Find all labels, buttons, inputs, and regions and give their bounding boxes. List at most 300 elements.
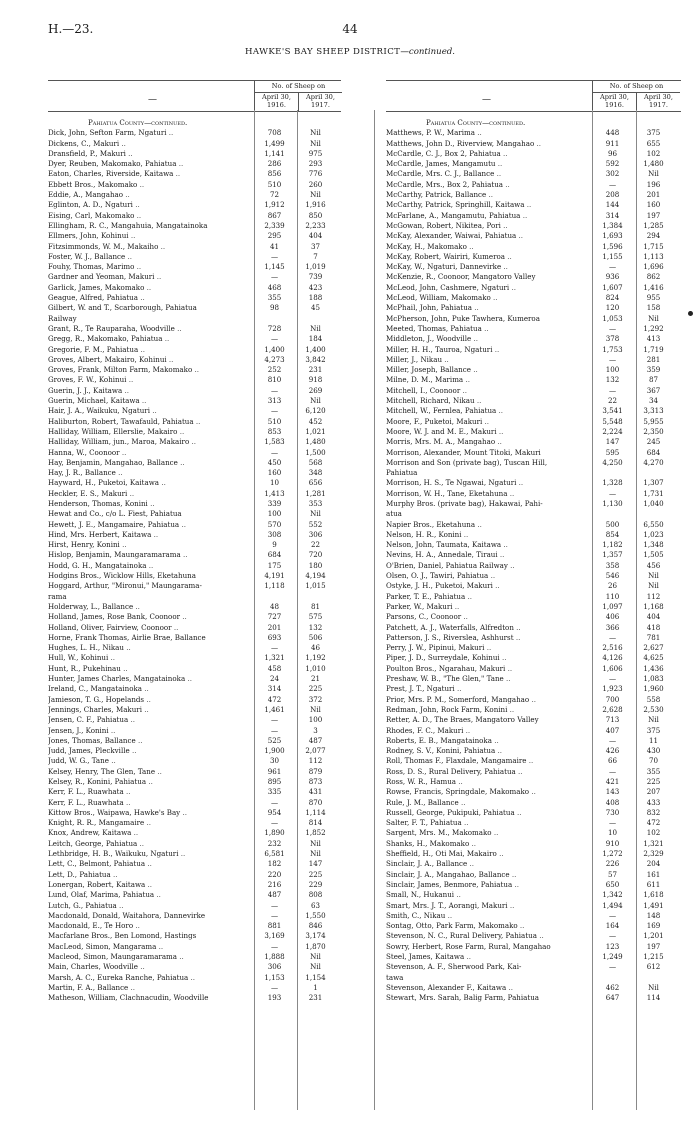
leader-dots: .. — [498, 406, 504, 416]
leader-dots: .. — [156, 272, 162, 282]
count-1916: 226 — [605, 859, 620, 869]
table-row — [48, 901, 341, 911]
count-1917: 1,696 — [643, 262, 664, 272]
leader-dots: .. — [179, 426, 185, 436]
count-1917: 1,021 — [305, 426, 326, 436]
owner-cell — [386, 973, 592, 983]
count-1917: 4,625 — [643, 653, 664, 663]
count-1916: 408 — [605, 797, 620, 807]
count-1917: 231 — [308, 993, 323, 1003]
count-1917: 1,491 — [643, 900, 664, 910]
owner-name: McCarthy, Patrick, Ballance — [386, 190, 487, 200]
table-row — [386, 489, 679, 499]
count-1917 — [633, 468, 674, 478]
table-row — [386, 365, 679, 375]
owner-name: Knight, R. R., Mangamaire — [48, 818, 145, 828]
leader-dots: .. — [121, 138, 126, 148]
left-table-header — [48, 80, 341, 112]
count-1916: 1,053 — [602, 313, 623, 323]
count-1917: 367 — [646, 385, 661, 395]
count-1916: 1,912 — [264, 200, 285, 210]
count-1916: 936 — [605, 272, 620, 282]
owner-name: Foster, W. J., Ballance — [48, 251, 126, 261]
table-row — [48, 509, 341, 519]
table-row — [386, 283, 679, 293]
count-1916: 252 — [267, 365, 282, 375]
owner-cell — [386, 478, 592, 488]
count-1916: 110 — [605, 591, 620, 601]
leader-dots: .. — [499, 849, 504, 859]
count-1917 — [295, 314, 336, 324]
owner-cell — [48, 674, 254, 684]
owner-cell — [386, 623, 592, 633]
owner-cell — [48, 921, 254, 931]
leader-dots: .. — [444, 354, 449, 364]
leader-dots: .. — [456, 890, 461, 900]
owner-cell — [386, 787, 592, 797]
count-1916: 684 — [267, 550, 282, 560]
col-1916-line1: April 30, — [600, 93, 629, 101]
owner-cell — [386, 242, 592, 252]
leader-dots: .. — [194, 365, 200, 375]
count-1916: 1,328 — [602, 478, 623, 488]
count-1916: 2,516 — [602, 643, 623, 653]
count-1916 — [254, 592, 295, 602]
table-row — [48, 870, 341, 880]
leader-dots: .. — [180, 849, 186, 859]
title-main: HAWKE'S BAY SHEEP DISTRICT — [244, 47, 401, 57]
table-row — [48, 571, 341, 581]
leader-dots: .. — [118, 468, 123, 478]
count-1917: 102 — [646, 148, 661, 158]
table-row — [48, 375, 341, 385]
owner-name: Ross, W. R., Hamua — [386, 777, 457, 786]
count-1917: 100 — [308, 715, 323, 725]
count-1917: 180 — [308, 560, 323, 570]
leader-dots: .. — [175, 169, 181, 179]
count-1916: 10 — [607, 828, 618, 838]
owner-name: Hoggard, Arthur, "Mironui," Maungarama- — [48, 581, 202, 591]
owner-name: Redman, John, Rock Farm, Konini — [386, 704, 508, 714]
owner-cell — [48, 448, 254, 458]
owner-cell — [386, 540, 592, 550]
count-1917: 160 — [646, 200, 661, 210]
count-1916: 450 — [267, 457, 282, 467]
count-1917: 45 — [310, 303, 321, 313]
count-1916: 4,126 — [602, 653, 623, 663]
count-1916: 1,145 — [264, 262, 285, 272]
count-1916: 355 — [267, 293, 282, 303]
table-row — [386, 828, 679, 838]
count-1917: 245 — [646, 437, 661, 447]
owner-name: rama — [48, 591, 67, 601]
leader-dots: .. — [497, 159, 503, 169]
table-row — [386, 448, 679, 458]
leader-dots: .. — [136, 210, 142, 220]
count-1916: — — [270, 725, 279, 735]
count-1916: — — [270, 643, 279, 653]
count-1916: 41 — [269, 241, 280, 251]
leader-dots: .. — [494, 735, 499, 745]
count-1916: 335 — [267, 787, 282, 797]
count-1916: — — [270, 715, 279, 725]
column-divider — [374, 110, 375, 1110]
leader-dots: .. — [463, 529, 469, 539]
count-1917: 1,916 — [305, 200, 326, 210]
count-1917: 161 — [646, 869, 661, 879]
owner-name: Moore, W. J. and M. E., Makuri — [386, 426, 497, 436]
column-header-1916 — [255, 93, 299, 111]
table-row — [48, 437, 341, 447]
leader-dots: .. — [509, 488, 515, 498]
right-table-header — [386, 80, 681, 112]
count-1917: 832 — [646, 807, 661, 817]
count-1916: 595 — [605, 447, 620, 457]
count-1917: 1,281 — [305, 488, 326, 498]
owner-cell — [386, 200, 592, 210]
leader-dots: .. — [125, 787, 131, 797]
count-1917: 1,023 — [643, 529, 664, 539]
owner-cell — [48, 149, 254, 159]
owner-name: Prior, Mrs. P. M., Somerford, Mangahao — [386, 694, 530, 704]
count-1916: 1,130 — [602, 498, 623, 508]
count-1917: 1,960 — [643, 684, 664, 694]
count-1916: 1,141 — [264, 148, 285, 158]
count-1916: 96 — [607, 148, 618, 158]
count-1916: 727 — [267, 612, 282, 622]
owner-cell — [48, 221, 254, 231]
count-1916: 1,499 — [264, 138, 285, 148]
count-1916: — — [270, 982, 279, 992]
count-1917: 46 — [310, 643, 321, 653]
owner-cell — [386, 406, 592, 416]
leader-dots: .. — [141, 396, 147, 406]
count-1917 — [633, 973, 674, 983]
owner-cell — [48, 386, 254, 396]
count-1917: 281 — [646, 354, 661, 364]
count-1916: 313 — [267, 396, 282, 406]
table-row — [386, 169, 679, 179]
table-row — [48, 798, 341, 808]
table-row — [48, 252, 341, 262]
owner-cell — [48, 664, 254, 674]
table-row — [48, 818, 341, 828]
leader-dots: .. — [528, 756, 534, 766]
owner-name: Morrison and Son (private bag), Tuscan Hill, — [386, 457, 548, 467]
table-row — [48, 386, 341, 396]
owner-cell — [386, 128, 592, 138]
table-row — [48, 448, 341, 458]
left-owner-list — [48, 128, 341, 1003]
table-row — [48, 334, 341, 344]
count-1917: 353 — [308, 498, 323, 508]
count-1916: 3,541 — [602, 406, 623, 416]
count-1917: Nil — [310, 704, 321, 714]
count-1916: 810 — [267, 375, 282, 385]
owner-name: Macdonald, E., Te Horo — [48, 921, 134, 931]
owner-name: Jensen, C. F., Pahiatua — [48, 715, 129, 725]
owner-cell — [48, 849, 254, 859]
owner-name: Miller, J., Nikau — [386, 354, 443, 364]
count-1917: 1,719 — [643, 344, 664, 354]
owner-name: Marsh, A. C., Eureka Ranche, Pahiatua — [48, 972, 189, 982]
owner-name: Sowry, Herbert, Rose Farm, Rural, Mangahao — [386, 941, 551, 951]
count-1916: 525 — [267, 735, 282, 745]
count-1916: 30 — [269, 756, 280, 766]
count-1916: — — [608, 735, 617, 745]
table-row — [386, 520, 679, 530]
right-column — [386, 118, 679, 1004]
count-1917: 158 — [646, 303, 661, 313]
leader-dots: .. — [477, 519, 482, 529]
count-1916: 72 — [269, 190, 280, 200]
leader-dots: .. — [179, 952, 184, 962]
owner-cell — [48, 396, 254, 406]
owner-name: McKenzie, R., Coonoor, Mangatoro Valley — [386, 272, 536, 282]
table-row — [48, 633, 341, 643]
leader-dots: .. — [139, 838, 145, 848]
leader-dots: .. — [157, 766, 162, 776]
col-1917-line1: April 30, — [644, 93, 673, 101]
owner-name: Piper, J. D., Surreydale, Kohinui — [386, 653, 500, 663]
table-row — [48, 561, 341, 571]
owner-cell — [386, 169, 592, 179]
owner-name: McPherson, John, Puke Tawhera, Kumeroa — [386, 313, 540, 323]
count-1917: 4,194 — [305, 571, 326, 581]
table-row — [386, 375, 679, 385]
owner-name: Steel, James, Kaitawa — [386, 952, 465, 962]
count-1916: 160 — [267, 468, 282, 478]
sheep-count-header-group — [592, 81, 680, 111]
count-1917: Nil — [310, 138, 321, 148]
col-1916-line2: 1916. — [605, 101, 624, 109]
name-column-header: — — [148, 95, 157, 105]
count-1917: 612 — [646, 962, 661, 972]
table-row — [48, 695, 341, 705]
owner-name: Napier Bros., Eketahuna — [386, 519, 476, 529]
table-row — [386, 952, 679, 962]
owner-name: Kerr, F. L., Ruawhata — [48, 787, 124, 797]
table-row — [48, 221, 341, 231]
owner-cell — [386, 674, 592, 684]
owner-name: Patterson, J. S., Riverslea, Ashhurst — [386, 632, 514, 642]
count-1917: 1,618 — [643, 890, 664, 900]
leader-dots: .. — [136, 262, 142, 272]
count-1917: 4,270 — [643, 457, 664, 467]
owner-cell — [386, 375, 592, 385]
table-row — [48, 468, 341, 478]
table-row — [48, 262, 341, 272]
owner-name: McPhail, John, Pahiatua — [386, 303, 473, 313]
leader-dots: .. — [130, 715, 135, 725]
table-row — [48, 180, 341, 190]
count-1916: 66 — [607, 756, 618, 766]
owner-cell — [48, 272, 254, 282]
count-1917: 452 — [308, 416, 323, 426]
leader-dots: .. — [490, 571, 496, 581]
table-row — [48, 200, 341, 210]
table-row — [386, 159, 679, 169]
count-1917: 1,192 — [305, 653, 326, 663]
count-1917: 114 — [646, 993, 661, 1003]
owner-name: Kerr, F. L., Ruawhata — [48, 797, 124, 807]
table-row — [48, 746, 341, 756]
count-1917: 1,215 — [643, 952, 664, 962]
count-1916: 147 — [605, 437, 620, 447]
count-1916: 1,321 — [264, 653, 285, 663]
owner-cell — [48, 767, 254, 777]
count-1916: 2,224 — [602, 426, 623, 436]
table-row — [386, 242, 679, 252]
count-1917: 1,480 — [643, 159, 664, 169]
count-1916: 468 — [267, 282, 282, 292]
owner-cell — [386, 736, 592, 746]
table-row — [386, 890, 679, 900]
count-1916: 462 — [605, 982, 620, 992]
count-1916: 143 — [605, 787, 620, 797]
owner-name: Middleton, J., Woodville — [386, 334, 472, 344]
owner-cell — [48, 602, 254, 612]
owner-cell — [48, 993, 254, 1003]
table-row — [48, 427, 341, 437]
owner-name: Haliburton, Robert, Tawafauld, Pahiatua — [48, 416, 194, 426]
leader-dots: .. — [506, 674, 511, 684]
table-row — [386, 901, 679, 911]
count-1916: — — [608, 488, 617, 498]
leader-dots: .. — [511, 869, 517, 879]
owner-name: Sargent, Mrs. M., Makomako — [386, 828, 492, 838]
owner-cell — [48, 314, 254, 324]
table-row — [386, 550, 679, 560]
count-1917: 207 — [646, 787, 661, 797]
table-row — [386, 983, 679, 993]
owner-cell — [48, 427, 254, 437]
table-row — [386, 993, 679, 1003]
owner-cell — [386, 911, 592, 921]
count-1916 — [592, 973, 633, 983]
owner-cell — [386, 386, 592, 396]
owner-cell — [386, 612, 592, 622]
leader-dots: .. — [152, 406, 157, 416]
count-1917: 225 — [646, 777, 661, 786]
table-row — [386, 540, 679, 550]
owner-name: Morris, Mrs. M. A., Mangahao — [386, 437, 496, 447]
owner-cell — [48, 633, 254, 643]
leader-dots: .. — [130, 982, 136, 992]
owner-cell — [386, 962, 592, 972]
owner-cell — [48, 561, 254, 571]
owner-cell — [386, 849, 592, 859]
count-1917: 1,083 — [643, 674, 664, 684]
count-1916: 856 — [267, 169, 282, 179]
table-row — [48, 211, 341, 221]
owner-cell — [386, 983, 592, 993]
table-row — [386, 252, 679, 262]
count-1916: 216 — [267, 879, 282, 889]
owner-cell — [48, 242, 254, 252]
owner-cell — [386, 746, 592, 756]
owner-name: Kelsey, Henry, The Glen, Tane — [48, 766, 156, 776]
count-1917: 196 — [646, 179, 661, 189]
count-1917: 1,480 — [305, 437, 326, 447]
count-1917: Nil — [648, 571, 659, 581]
count-1916: 472 — [267, 694, 282, 704]
table-row — [48, 231, 341, 241]
owner-name: Kittow Bros., Waipawa, Hawke's Bay — [48, 807, 181, 817]
leader-dots: .. — [518, 766, 523, 776]
count-1917: 1,870 — [305, 941, 326, 951]
owner-cell — [48, 962, 254, 972]
owner-cell — [48, 983, 254, 993]
table-row — [48, 715, 341, 725]
count-1917: 1,307 — [643, 478, 664, 488]
table-row — [48, 674, 341, 684]
owner-name: Hirst, Henry, Konini — [48, 540, 120, 550]
count-1917: 359 — [646, 365, 661, 375]
owner-name: Preshaw, W. B., "The Glen," Tane — [386, 674, 504, 684]
table-row — [386, 962, 679, 972]
count-1917: 294 — [646, 231, 661, 241]
name-column-header: — — [482, 95, 491, 105]
count-1916: 1,155 — [602, 251, 623, 261]
count-1917: 1,015 — [305, 581, 326, 591]
owner-name: Macdonald, Donald, Waitahora, Dannevirke — [48, 910, 206, 920]
count-1917: 2,350 — [643, 426, 664, 436]
count-1917: 2,627 — [643, 643, 664, 653]
owner-name: Morrison, H. S., Te Ngawai, Ngaturi — [386, 478, 517, 488]
count-1917: 656 — [308, 478, 323, 488]
owner-cell — [48, 478, 254, 488]
count-1917: 430 — [646, 746, 661, 756]
table-row — [48, 623, 341, 633]
count-1917: 1,852 — [305, 828, 326, 838]
owner-cell — [386, 571, 592, 581]
count-1917: 1,715 — [643, 241, 664, 251]
count-1917: 3 — [313, 725, 318, 735]
table-row — [386, 272, 679, 282]
owner-name: Geague, Alfred, Pahiatua — [48, 293, 138, 303]
owner-cell — [386, 818, 592, 828]
count-1917: 375 — [646, 725, 661, 735]
count-1917: 1,348 — [643, 540, 664, 550]
leader-dots: .. — [476, 396, 482, 406]
owner-name: McCardle, James, Mangamutu — [386, 159, 496, 169]
count-1916: 6,581 — [264, 849, 285, 859]
owner-name: Jensen, J., Konini — [48, 725, 109, 735]
leader-dots: .. — [507, 251, 512, 261]
count-1917: 472 — [646, 818, 661, 828]
owner-cell — [386, 149, 592, 159]
owner-cell — [386, 252, 592, 262]
column-header-1916 — [593, 93, 637, 111]
count-1916: 208 — [605, 190, 620, 200]
leader-dots: .. — [187, 674, 192, 684]
count-1917: 81 — [310, 601, 321, 611]
table-row — [48, 190, 341, 200]
count-1917: 375 — [646, 128, 661, 138]
table-row — [48, 787, 341, 797]
count-1917: 269 — [308, 385, 323, 395]
leader-dots: .. — [129, 488, 135, 498]
owner-cell — [48, 973, 254, 983]
owner-name: Groves, Frank, Milton Farm, Makomako — [48, 365, 193, 375]
owner-cell — [48, 499, 254, 509]
count-1917: Nil — [310, 190, 321, 200]
owner-name: Parker, W., Makuri — [386, 601, 453, 611]
count-1916: 220 — [267, 869, 282, 879]
leader-dots: .. — [484, 323, 489, 333]
leader-dots: .. — [460, 797, 466, 807]
